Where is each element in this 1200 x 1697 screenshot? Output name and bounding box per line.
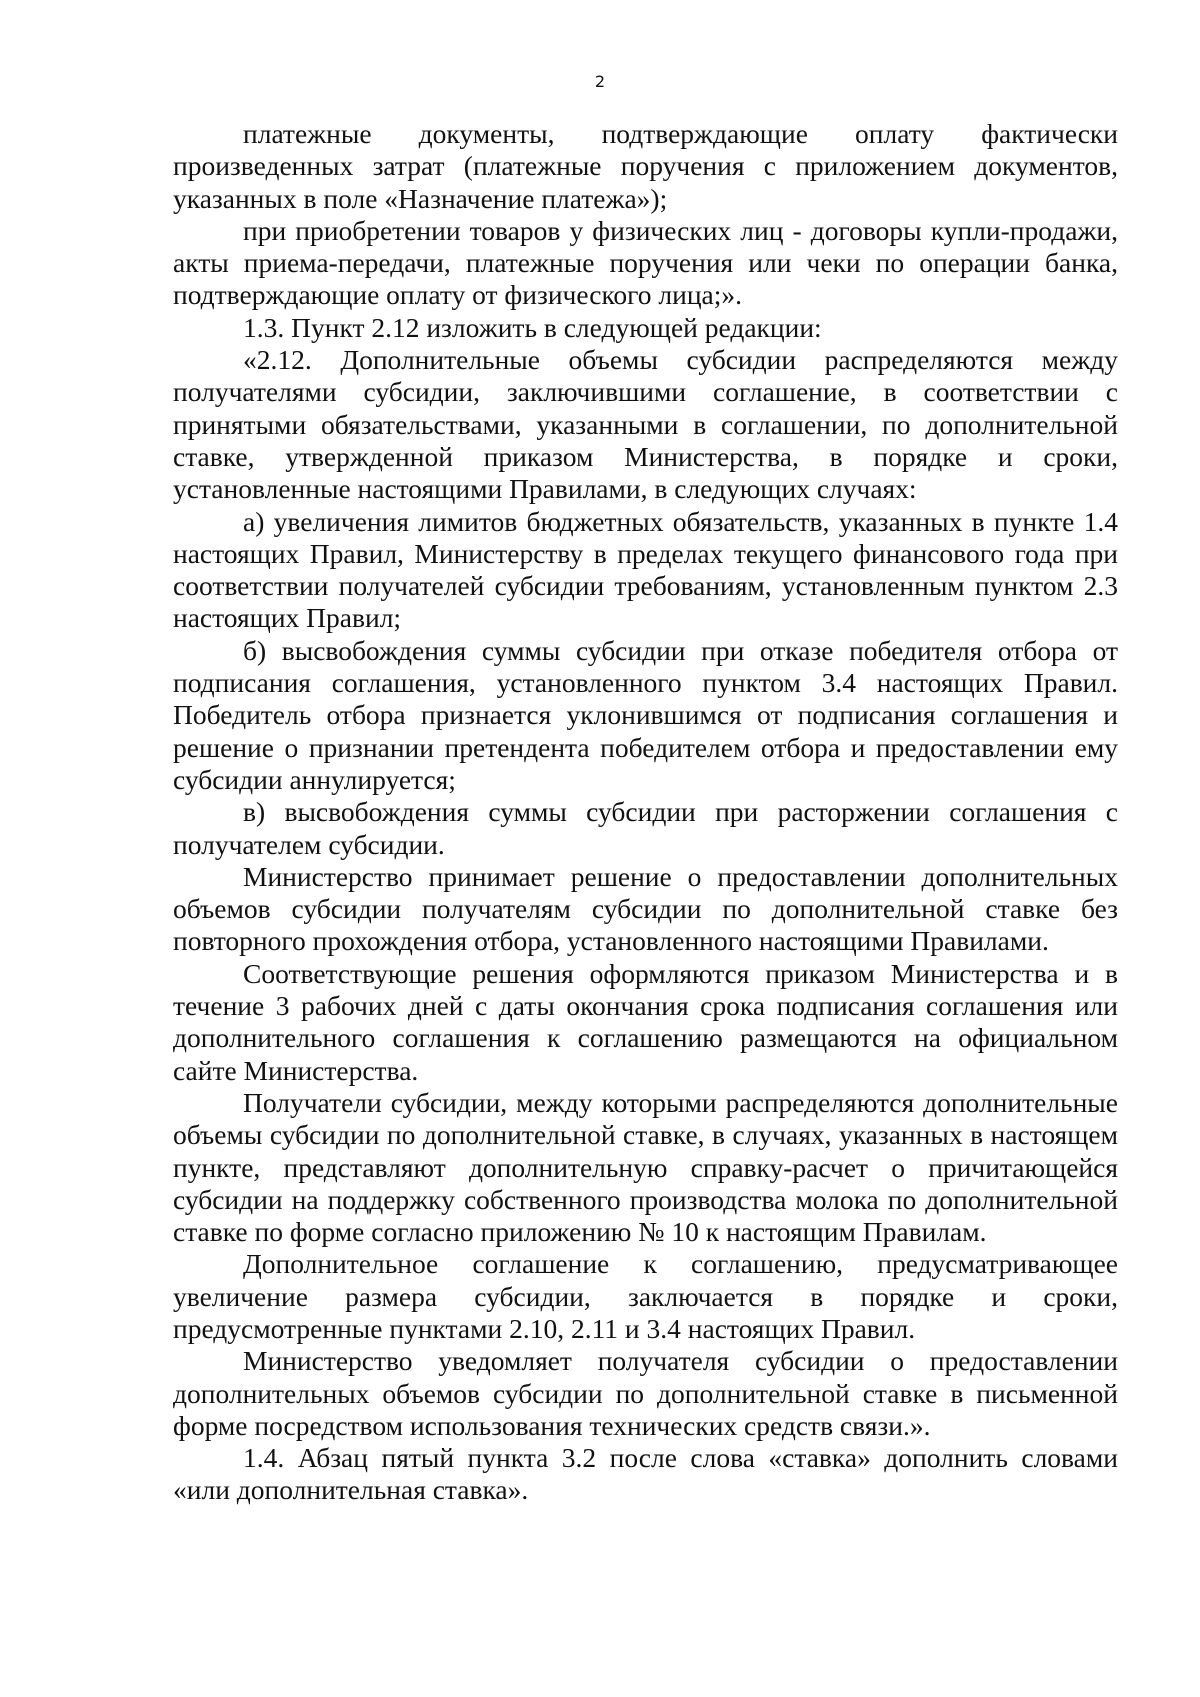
paragraph: в) высвобождения суммы субсидии при расторжении соглашения с получателем субсидии. bbox=[173, 796, 1118, 860]
paragraph: б) высвобождения суммы субсидии при отказе победителя отбора от подписания соглашения, установленного пунктом 3.4 настоящих Правил. Победитель отбора признается уклонившимся от подписания соглашения и решение о признании претендента победителем отбора и предоставлении ему субсидии аннулируется; bbox=[173, 634, 1118, 795]
paragraph: Соответствующие решения оформляются приказом Министерства и в течение 3 рабочих дней с даты окончания срока подписания соглашения или дополнительного соглашения к соглашению размещаются на официальном сайте Министерства. bbox=[173, 957, 1118, 1086]
paragraph: Получатели субсидии, между которыми распределяются дополнительные объемы субсидии по дополнительной ставке, в случаях, указанных в настоящем пункте, представляют дополнительную справку-расчет о причитающейся субсидии на поддержку собственного производства молока по дополнительной ставке по форме согласно приложению № 10 к настоящим Правилам. bbox=[173, 1086, 1118, 1248]
paragraph: Министерство принимает решение о предоставлении дополнительных объемов субсидии получателям субсидии по дополнительной ставке без повторного прохождения отбора, установленного настоящими Правилами. bbox=[173, 860, 1118, 957]
paragraph: Дополнительное соглашение к соглашению, предусматривающее увеличение размера субсидии, заключается в порядке и сроки, предусмотренные пунктами 2.10, 2.11 и 3.4 настоящих Правил. bbox=[173, 1248, 1118, 1344]
paragraph: 1.4. Абзац пятый пункта 3.2 после слова «ставка» дополнить словами «или дополнительная ставка». bbox=[173, 1442, 1118, 1506]
page-number: 2 bbox=[594, 72, 606, 91]
document-body bbox=[173, 118, 1118, 1507]
paragraph: «2.12. Дополнительные объемы субсидии распределяются между получателями субсидии, заключившими соглашение, в соответствии с принятыми обязательствами, указанными в соглашении, по дополнительной ставке, утвержденной приказом Министерства, в порядке и сроки, установленные настоящими Правилами, в следующих случаях: bbox=[173, 344, 1118, 505]
paragraph: 1.3. Пункт 2.12 изложить в следующей редакции: bbox=[243, 311, 822, 343]
paragraph: а) увеличения лимитов бюджетных обязательств, указанных в пункте 1.4 настоящих Правил, Министерству в пределах текущего финансового года при соответствии получателей субсидии требованиям, установленным пунктом 2.3 настоящих Правил; bbox=[173, 505, 1118, 634]
paragraph: платежные документы, подтверждающие оплату фактически произведенных затрат (платежные поручения с приложением документов, указанных в поле «Назначение платежа»); bbox=[173, 118, 1118, 214]
paragraph: при приобретении товаров у физических лиц - договоры купли-продажи, акты приема-передачи, платежные поручения или чеки по операции банка, подтверждающие оплату от физического лица;». bbox=[173, 214, 1118, 311]
paragraph: Министерство уведомляет получателя субсидии о предоставлении дополнительных объемов субсидии по дополнительной ставке в письменной форме посредством использования технических средств связи.». bbox=[173, 1345, 1118, 1441]
